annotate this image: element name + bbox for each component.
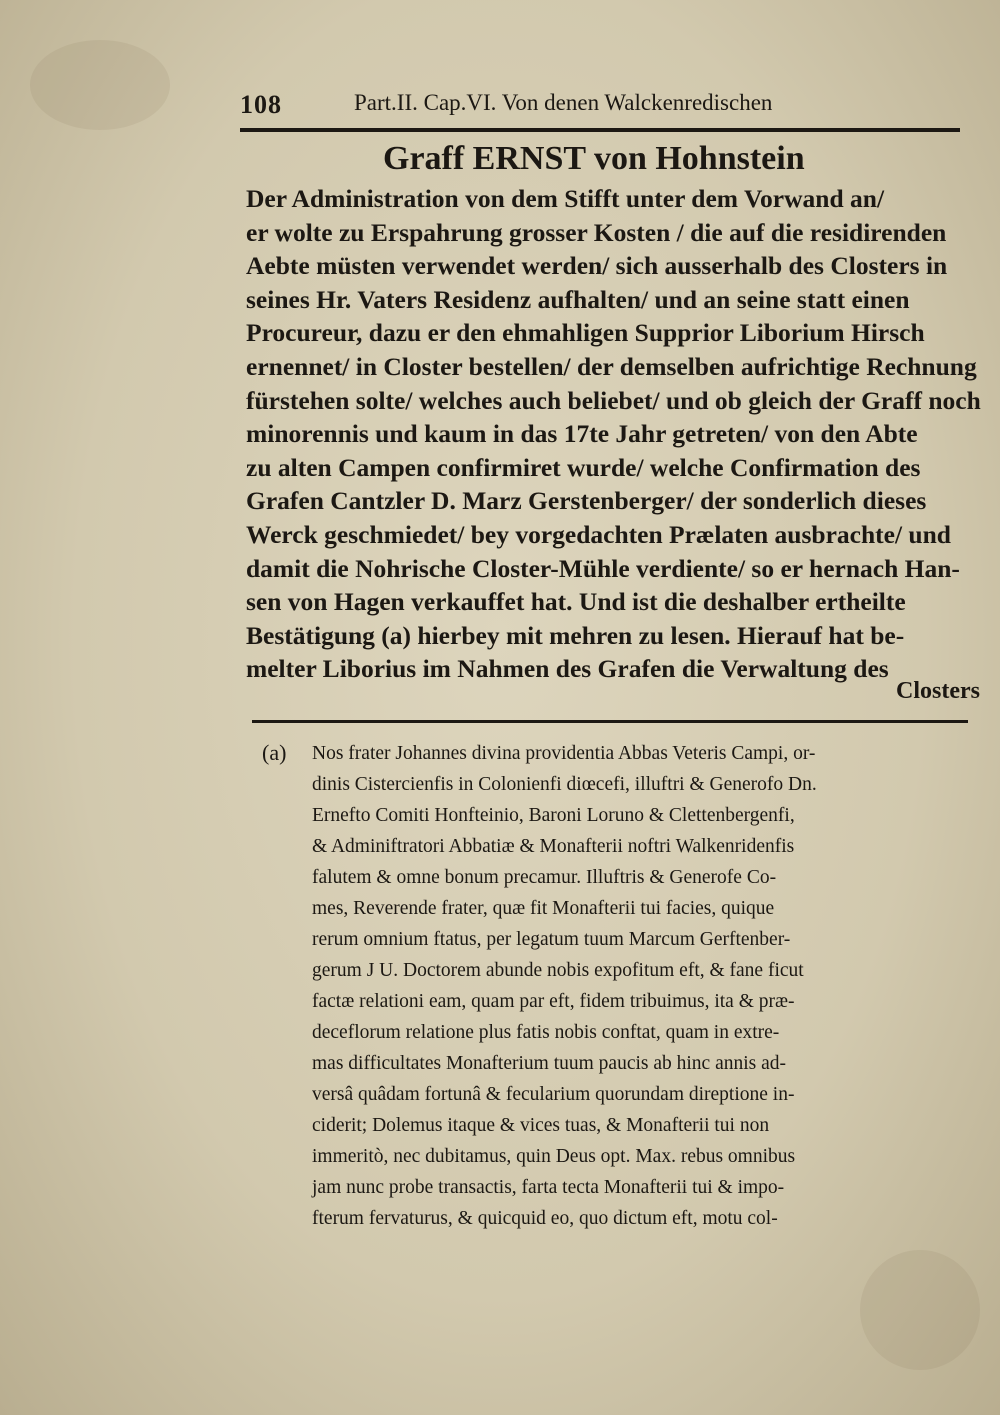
footnote-line: mes, Reverende frater, quæ fit Monafterii tui facies, quique: [312, 898, 775, 919]
footnote-marker: (a): [262, 740, 287, 765]
text-line: Der Administration von dem Stifft unter dem Vorwand an/: [246, 184, 885, 213]
text-line: sen von Hagen verkauffet hat. Und ist die deshalber ertheilte: [246, 587, 906, 617]
running-title: Part.II. Cap.VI. Von denen Walckenredischen: [354, 90, 773, 115]
paper-stain: [860, 1250, 980, 1370]
text-line: er wolte zu Erspahrung grosser Kosten / die auf die residirenden: [246, 217, 947, 247]
text-line: zu alten Campen confirmiret wurde/ welche Confirmation des: [246, 452, 921, 482]
page-header: [240, 88, 960, 128]
text-line: Aebte müsten verwendet werden/ sich ausserhalb des Closters in: [246, 251, 948, 281]
page-number: 108: [240, 90, 282, 119]
text-line: ernennet/ in Closter bestellen/ der demselben aufrichtige Rechnung: [246, 351, 977, 381]
text-line: Procureur, dazu er den ehmahligen Supprior Liborium Hirsch: [246, 318, 925, 348]
text-line: damit die Nohrische Closter-Mühle verdiente/ so er hernach Han-: [246, 553, 960, 583]
footnote-rule: [252, 720, 968, 723]
text-line: Grafen Cantzler D. Marz Gerstenberger/ der sonderlich dieses: [246, 486, 927, 516]
footnote-line: versâ quâdam fortunâ & fecularium quorundam direptione in-: [312, 1084, 795, 1105]
footnote-line: Ernefto Comiti Honfteinio, Baroni Loruno & Clettenbergenfi,: [312, 805, 795, 826]
footnote-line: jam nunc probe transactis, farta tecta Monafterii tui & impo-: [312, 1177, 785, 1198]
text-line: seines Hr. Vaters Residenz aufhalten/ und an seine statt einen: [246, 284, 910, 314]
footnote-line: deceflorum relatione plus fatis nobis conftat, quam in extre-: [312, 1022, 780, 1043]
text-line: melter Liborius im Nahmen des Grafen die Verwaltung des: [246, 654, 889, 684]
footnote-line: Nos frater Johannes divina providentia Abbas Veteris Campi, or-: [312, 743, 816, 764]
footnote-line: mas difficultates Monafterium tuum paucis ab hinc annis ad-: [312, 1053, 787, 1074]
section-title: Graff ERNST von Hohnstein: [383, 140, 805, 177]
main-text: [246, 182, 986, 686]
footnote-line: fterum fervaturus, & quicquid eo, quo dictum eft, motu col-: [312, 1208, 778, 1229]
footnote-line: factæ relationi eam, quam par eft, fidem tribuimus, ita & præ-: [312, 991, 795, 1012]
footnote: [312, 738, 972, 1234]
text-line: Bestätigung (a) hierbey mit mehren zu lesen. Hierauf hat be-: [246, 620, 905, 650]
footnote-line: gerum J U. Doctorem abunde nobis expofitum eft, & fane ficut: [312, 960, 804, 981]
paper-stain: [30, 40, 170, 130]
footnote-line: ciderit; Dolemus itaque & vices tuas, & Monafterii tui non: [312, 1115, 770, 1136]
catchword: Closters: [896, 678, 980, 704]
footnote-line: immeritò, nec dubitamus, quin Deus opt. Max. rebus omnibus: [312, 1146, 796, 1167]
text-line: fürstehen solte/ welches auch beliebet/ und ob gleich der Graff noch: [246, 385, 981, 415]
header-rule: [240, 128, 960, 132]
text-line: minorennis und kaum in das 17te Jahr getreten/ von den Abte: [246, 419, 918, 449]
footnote-line: & Adminiftratori Abbatiæ & Monafterii noftri Walkenridenfis: [312, 836, 795, 857]
footnote-line: rerum omnium ftatus, per legatum tuum Marcum Gerftenber-: [312, 929, 791, 950]
footnote-line: dinis Cistercienfis in Colonienfi diœcefi, illuftri & Generofo Dn.: [312, 774, 817, 795]
footnote-line: falutem & omne bonum precamur. Illuftris & Generofe Co-: [312, 867, 777, 888]
text-line: Werck geschmiedet/ bey vorgedachten Prælaten ausbrachte/ und: [246, 519, 951, 549]
